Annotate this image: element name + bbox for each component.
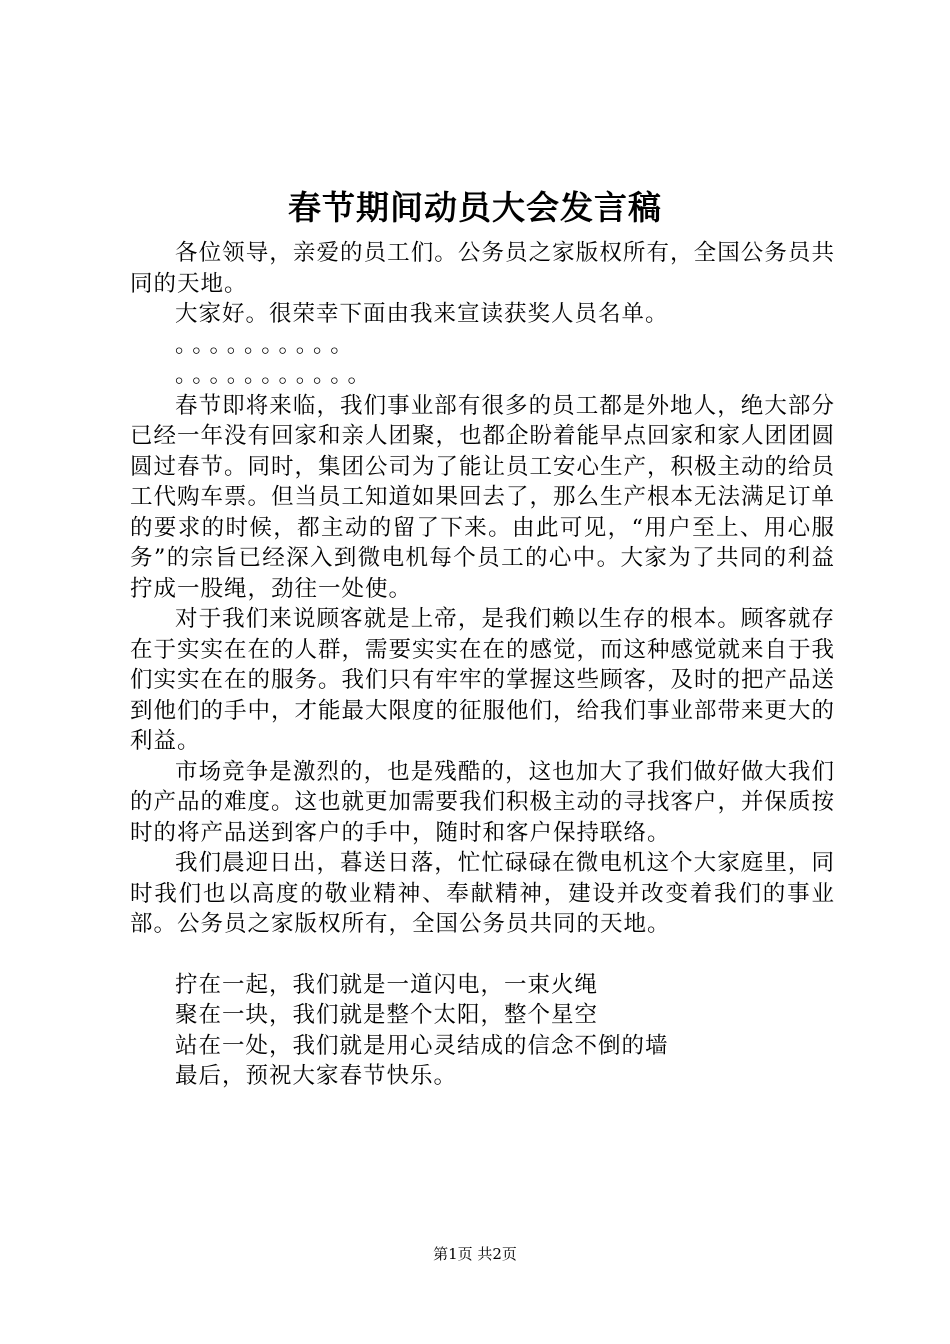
document-title: 春节期间动员大会发言稿	[288, 188, 662, 227]
verse-line: 站在一处，我们就是用心灵结成的信念不倒的墙	[175, 1032, 669, 1059]
paragraph-dedication: 我们晨迎日出，暮送日落，忙忙碌碌在微电机这个大家庭里，同时我们也以高度的敬业精神、奉献精神，建设并改变着我们的事业部。公务员之家版权所有，全国公务员共同的天地。	[130, 850, 835, 937]
document-body	[130, 238, 835, 1092]
closing-verse	[130, 970, 835, 1092]
page-number: 第1页 共2页	[433, 1245, 517, 1263]
paragraph-spring-festival: 春节即将来临，我们事业部有很多的员工都是外地人，绝大部分已经一年没有回家和亲人团聚，也都企盼着能早点回家和家人团团圆圆过春节。同时，集团公司为了能让员工安心生产，积极主动的给员工代购车票。但当员工知道如果回去了，那么生产根本无法满足订单的要求的时候，都主动的留了下来。由此可见，“用户至上、用心服务”的宗旨已经深入到微电机每个员工的心中。大家为了共同的利益拧成一股绳，劲往一处使。	[130, 392, 836, 602]
closing-wish: 最后，预祝大家春节快乐。	[175, 1063, 458, 1089]
verse-line: 拧在一起，我们就是一道闪电，一束火绳	[175, 971, 599, 998]
paragraph-customers: 对于我们来说顾客就是上帝，是我们赖以生存的根本。顾客就存在于实实在在的人群，需要实实在在的感觉，而这种感觉就来自于我们实实在在的服务。我们只有牢牢的掌握这些顾客，及时的把产品送到他们的手中，才能最大限度的征服他们，给我们事业部带来更大的利益。	[130, 606, 836, 754]
paragraph-greeting: 各位领导，亲爱的员工们。公务员之家版权所有，全国公务员共同的天地。	[130, 240, 835, 297]
paragraph-intro: 大家好。很荣幸下面由我来宣读获奖人员名单。	[175, 301, 669, 327]
verse-line: 聚在一块，我们就是整个太阳，整个星空	[175, 1002, 599, 1028]
paragraph-dots-2: 。。。。。。。。。。。	[175, 362, 377, 388]
paragraph-dots-1: 。。。。。。。。。。	[175, 331, 359, 358]
paragraph-market: 市场竞争是激烈的，也是残酷的，这也加大了我们做好做大我们的产品的难度。这也就更加需要我们积极主动的寻找客户，并保质按时的将产品送到客户的手中，随时和客户保持联络。	[130, 758, 836, 846]
